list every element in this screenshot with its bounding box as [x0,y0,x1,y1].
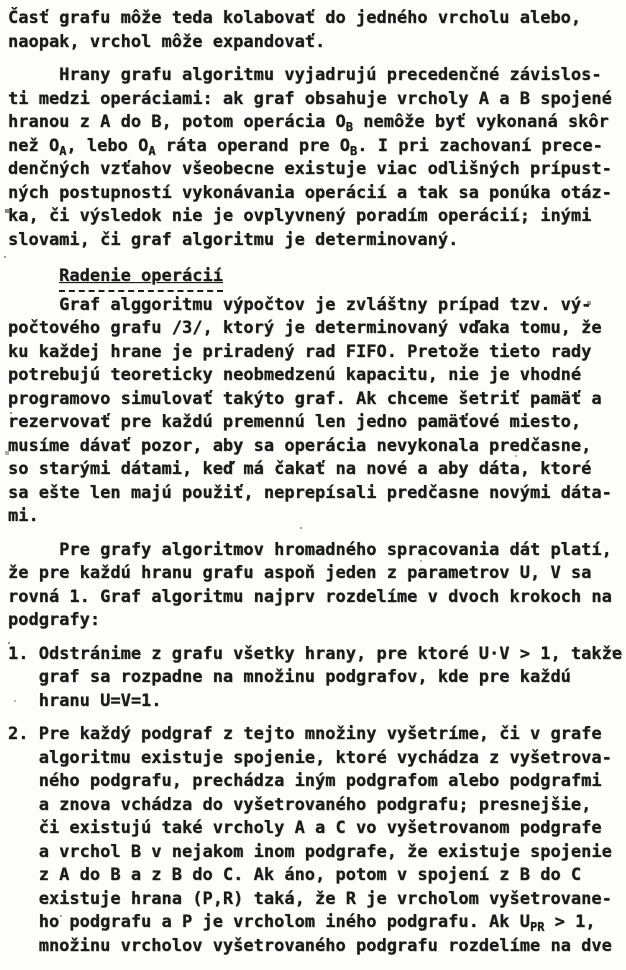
text-line: 1. Odstránime z grafu všetky hrany, pre ktoré U·V > 1, takže [8,643,623,664]
text-line: ho podgrafu a P je vrcholom iného podgrafu. Ak $U_{PR} > 1$, [8,912,596,934]
text-line: ného podgrafu, prechádza iným podgrafom alebo podgrafmi [8,771,602,791]
text-line: či existujú také vrcholy A a C vo vyšetrovanom podgrafe [8,818,602,838]
text-line: existuje hrana (P,R) taká, že R je vrcholom vyšetrovane- [8,888,612,909]
text-line: rovná 1. Graf algoritmu najprv rozdelíme v dvoch krokoch na [8,586,612,607]
text-line: Hrany grafu algoritmu vyjadrujú precedenčné závislos- [8,65,602,85]
text-line: a znova vchádza do vyšetrovaného podgrafu; presnejšie, [8,794,592,815]
text-line: potrebujú teoreticky neobmedzenú kapacitu, nie je vhodné [8,365,582,385]
text-line: rezervovať pre každú premennú len jedno pamäťové miesto, [8,412,582,432]
text-line: ka, či výsledok nie je ovplyvnený poradím operácií; inými [8,206,592,226]
text-line: a vrchol B v nejakom inom podgrafe, že existuje spojenie [8,841,612,862]
text-line: Pre grafy algoritmov hromadného spracovania dát platí, [8,539,612,560]
text-line: hranou z A do B, potom operácia $O_B$ nemôže byť vykonaná skôr [8,112,609,134]
text-line: Časť grafu môže teda kolabovať do jedného vrcholu alebo, [8,8,582,28]
document-body [8,7,626,958]
text-line: graf sa rozpadne na množinu podgrafov, kde pre každú [8,667,571,687]
paragraph-batch-processing [8,539,626,633]
text-line: programovo simulovať takýto graf. Ak chceme šetriť pamäť a [8,388,602,409]
text-line: množinu vrcholov vyšetrovaného podgrafu rozdelíme na dve [8,935,612,956]
text-line: Graf alggoritmu výpočtov je zvláštny prípad tzv. vý- [8,294,592,315]
text-line: počtového grafu /3/, ktorý je determinovaný vďaka tomu, že [8,318,602,338]
text-line: algoritmu existuje spojenie, ktoré vychádza z vyšetrova- [8,747,612,768]
text-line: z A do B a z B do C. Ak áno, potom v spojení z B do C [8,865,582,885]
list-item-1 [8,643,626,714]
text-line: ných postupností vykonávania operácií a tak sa ponúka otáz- [8,182,612,203]
text-line: podgrafy: [8,610,101,630]
paragraph-fifo [8,294,626,529]
text-line: ku každej hrane je priradený rad FIFO. Pretože tieto rady [8,341,592,362]
text-line: slovami, či graf algoritmu je determinovaný. [8,229,459,250]
list-item-2 [8,723,626,958]
text-line: so starými dátami, keď má čakať na nové a aby dáta, ktoré [8,459,592,479]
scan-noise-specks [0,0,2,2]
text-line: že pre každú hranu grafu aspoň jeden z parametrov U, V sa [8,563,592,583]
text-line: naopak, vrchol môže expandovať. [8,31,326,52]
text-line: musíme dávať pozor, aby sa operácia nevykonala predčasne, [8,435,592,456]
heading-text: Radenie operácií [59,265,223,292]
text-line: hranu U=V=1. [8,690,162,711]
text-line: 2. Pre každý podgraf z tejto množiny vyšetríme, či v grafe [8,724,602,744]
text-line: než $O_A$, lebo $O_A$ ráta operand pre $O_B$. I pri zachovaní prece- [8,135,603,158]
section-heading [8,265,626,292]
text-line: ti medzi operáciami: ak graf obsahuje vrcholy A a B spojené [8,88,612,109]
paragraph-precedence [8,64,626,252]
text-line: denčných vzťahov všeobecne existuje viac odlišných prípust- [8,159,612,179]
text-line: sa ešte len majú použiť, neprepísali predčasne novými dáta- [8,482,612,503]
text-line: mi. [8,506,39,526]
paragraph-collapse-expand [8,7,626,54]
